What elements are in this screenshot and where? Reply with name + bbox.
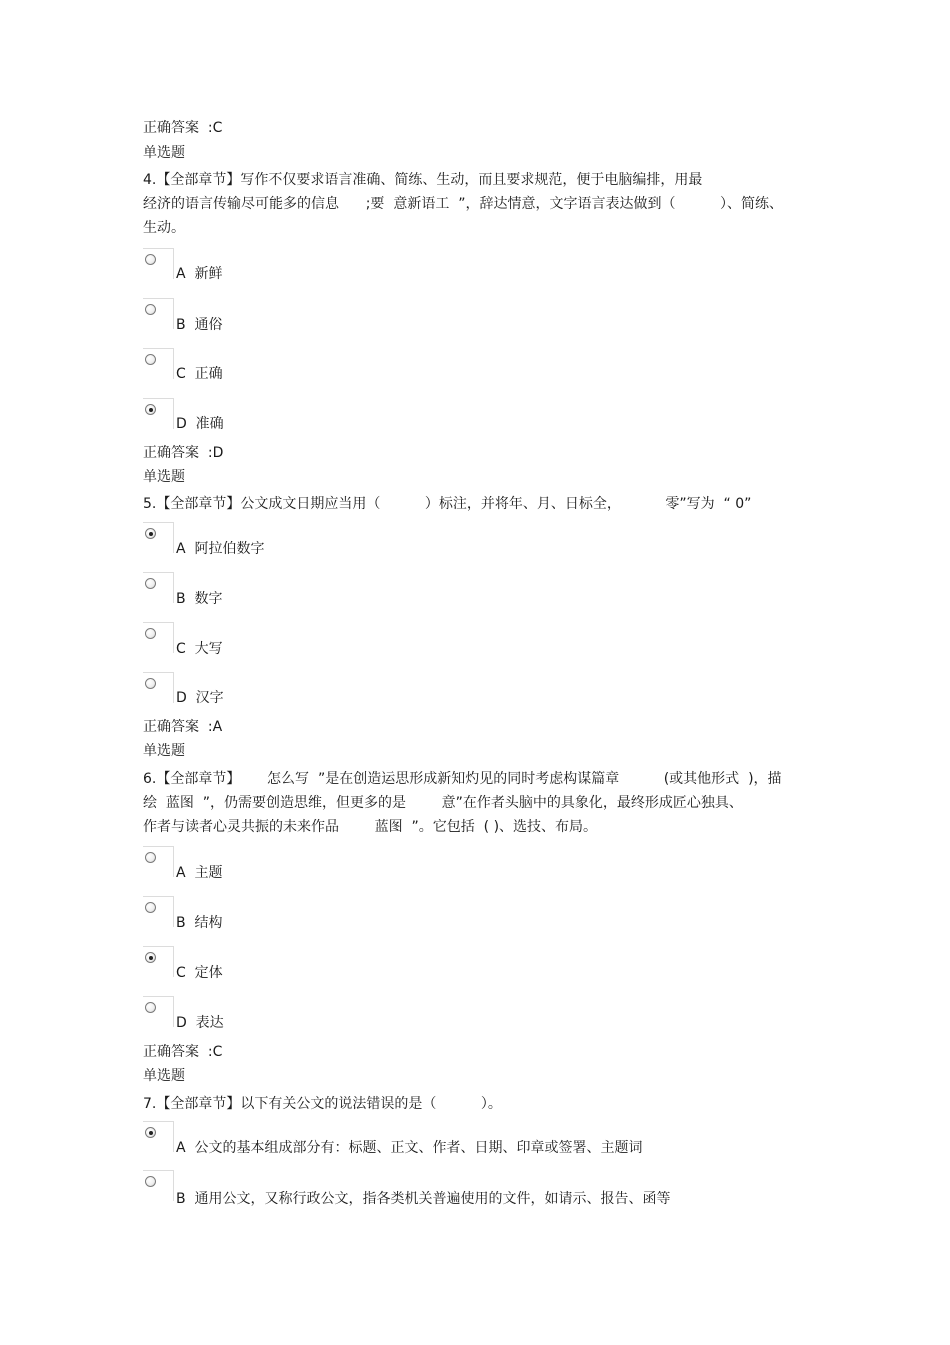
option-radio-box[interactable]	[143, 1170, 174, 1201]
option-radio-box[interactable]	[143, 946, 174, 977]
option-label: B 通俗	[176, 317, 223, 333]
radio-button[interactable]	[145, 678, 156, 689]
option-label: D 汉字	[176, 690, 224, 706]
question-text-line: 4.【全部章节】写作不仅要求语言准确、简练、生动，而且要求规范，便于电脑编排，用最	[143, 172, 703, 188]
option-radio-box[interactable]	[143, 348, 174, 379]
answer-line: 正确答案 :C	[143, 1044, 223, 1060]
option-label: B 通用公文，又称行政公文，指各类机关普遍使用的文件，如请示、报告、函等	[176, 1191, 671, 1207]
question-text-line: 生动。	[143, 220, 185, 236]
question-type-label: 单选题	[143, 469, 185, 485]
option-radio-box[interactable]	[143, 846, 174, 877]
option-radio-box[interactable]	[143, 672, 174, 703]
option-radio-box[interactable]	[143, 522, 174, 553]
radio-button[interactable]	[145, 628, 156, 639]
option-label: A 公文的基本组成部分有：标题、正文、作者、日期、印章或签署、主题词	[176, 1140, 643, 1156]
radio-button-selected[interactable]	[145, 1127, 156, 1138]
radio-button[interactable]	[145, 852, 156, 863]
question-text-line: 7.【全部章节】以下有关公文的说法错误的是（ ）。	[143, 1096, 502, 1112]
radio-button-selected[interactable]	[145, 528, 156, 539]
radio-button-selected[interactable]	[145, 952, 156, 963]
question-text-line: 6.【全部章节】 怎么写 ”是在创造运思形成新知灼见的同时考虑构谋篇章 (或其他形式 )，描	[143, 771, 782, 787]
option-radio-box[interactable]	[143, 572, 174, 603]
radio-button[interactable]	[145, 304, 156, 315]
option-radio-box[interactable]	[143, 896, 174, 927]
radio-button-selected[interactable]	[145, 404, 156, 415]
option-label: B 结构	[176, 915, 223, 931]
question-text-line: 5.【全部章节】公文成文日期应当用（ ）标注，并将年、月、日标全， 零”写为 “ 0”	[143, 496, 752, 512]
answer-line: 正确答案 :D	[143, 445, 224, 461]
question-text-line: 作者与读者心灵共振的未来作品 蓝图 ”。它包括 ( )、选技、布局。	[143, 819, 598, 835]
radio-button[interactable]	[145, 254, 156, 265]
option-label: C 大写	[176, 641, 223, 657]
option-label: D 准确	[176, 416, 224, 432]
option-radio-box[interactable]	[143, 996, 174, 1027]
question-text-line: 经济的语言传输尽可能多的信息 ;要 意新语工 ”，辞达情意，文字语言表达做到（ ）、简练、	[143, 196, 783, 212]
option-label: D 表达	[176, 1015, 224, 1031]
question-type-label: 单选题	[143, 145, 185, 161]
radio-button[interactable]	[145, 1176, 156, 1187]
option-label: A 新鲜	[176, 266, 223, 282]
option-radio-box[interactable]	[143, 298, 174, 329]
option-radio-box[interactable]	[143, 398, 174, 429]
option-radio-box[interactable]	[143, 1121, 174, 1152]
option-label: A 阿拉伯数字	[176, 541, 265, 557]
option-radio-box[interactable]	[143, 248, 174, 279]
option-label: C 正确	[176, 366, 223, 382]
option-label: B 数字	[176, 591, 223, 607]
radio-button[interactable]	[145, 578, 156, 589]
radio-button[interactable]	[145, 1002, 156, 1013]
question-type-label: 单选题	[143, 1068, 185, 1084]
radio-button[interactable]	[145, 902, 156, 913]
option-label: C 定体	[176, 965, 223, 981]
answer-line: 正确答案 :A	[143, 719, 223, 735]
answer-line: 正确答案 :C	[143, 120, 223, 136]
option-label: A 主题	[176, 865, 223, 881]
question-type-label: 单选题	[143, 743, 185, 759]
option-radio-box[interactable]	[143, 622, 174, 653]
question-text-line: 绘 蓝图 ”，仍需要创造思维，但更多的是 意”在作者头脑中的具象化，最终形成匠心独具、	[143, 795, 743, 811]
radio-button[interactable]	[145, 354, 156, 365]
